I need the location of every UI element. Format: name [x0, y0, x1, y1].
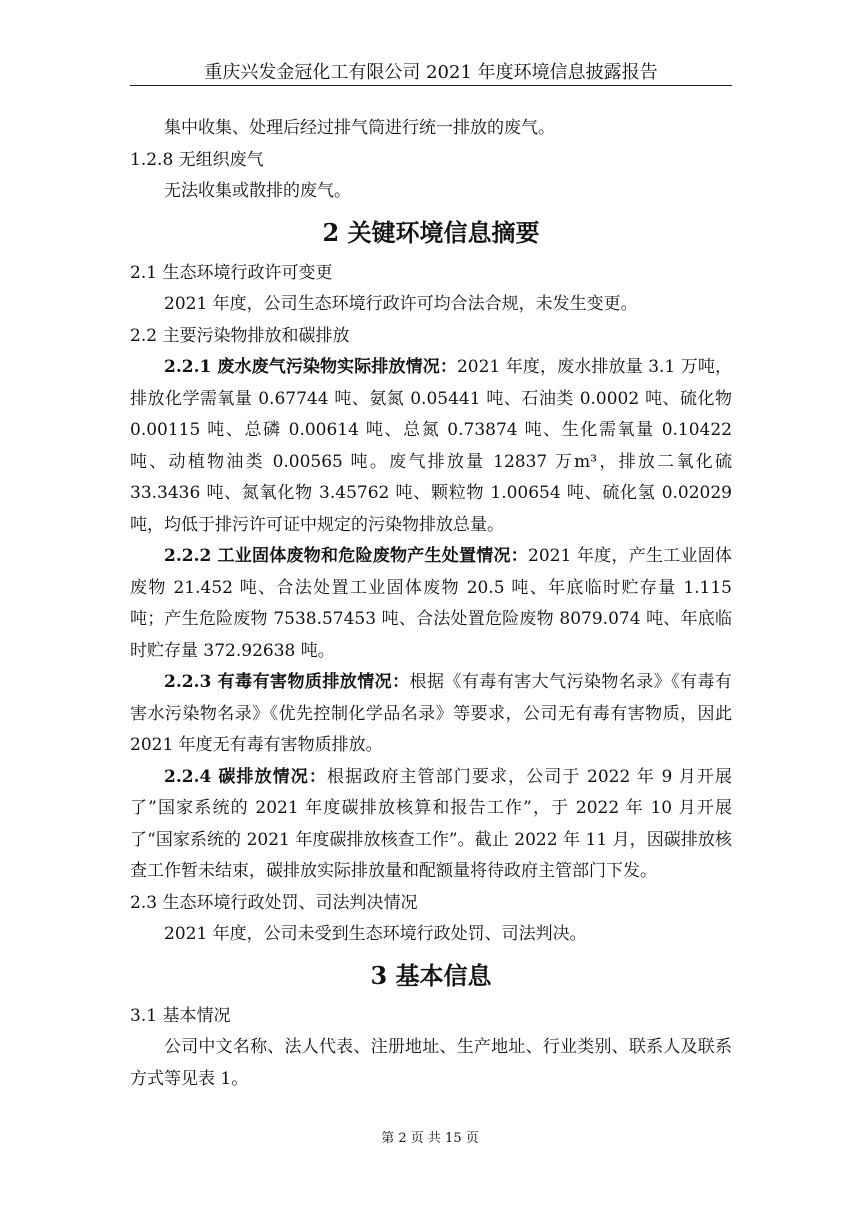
paragraph-3-1: 公司中文名称、法人代表、注册地址、生产地址、行业类别、联系人及联系方式等见表 1。	[130, 1037, 732, 1089]
paragraph-2-2-2-body: 2021 年度，产生工业固体废物 21.452 吨、合法处置工业固体废物 20.5 吨、年底临时贮存量 1.115 吨；产生危险废物 7538.57453 吨、合法处置危险废物 8079.074 吨、年底临时贮存量 372.92638 吨。	[130, 546, 732, 661]
paragraph-2-2-2	[130, 541, 732, 667]
paragraph-2-2-1-lead: 2.2.1 废水废气污染物实际排放情况：	[164, 357, 457, 377]
paragraph-2-2-4	[130, 762, 732, 888]
section-2-title: 2 关键环境信息摘要	[322, 217, 540, 247]
paragraph-fugitive-emission: 无法收集或散排的废气。	[164, 181, 351, 201]
page-number: 第 2 页 共 15 页	[381, 1131, 479, 1146]
paragraph-2-2-3-body: 根据《有毒有害大气污染物名录》《有毒有害水污染物名录》《优先控制化学品名录》等要求，公司无有毒有害物质，因此 2021 年度无有毒有害物质排放。	[130, 672, 732, 755]
heading-2-3: 2.3 生态环境行政处罚、司法判决情况	[130, 892, 418, 913]
paragraph-2-3: 2021 年度，公司未受到生态环境行政处罚、司法判决。	[164, 924, 587, 944]
heading-3-1: 3.1 基本情况	[130, 1005, 231, 1026]
section-3-title: 3 基本信息	[370, 960, 492, 990]
paragraph-2-2-3-lead: 2.2.3 有毒有害物质排放情况：	[164, 672, 410, 692]
paragraph-2-2-3	[130, 667, 732, 762]
header-rule	[130, 85, 732, 86]
heading-2-2: 2.2 主要污染物排放和碳排放	[130, 325, 350, 346]
page-header-title: 重庆兴发金冠化工有限公司 2021 年度环境信息披露报告	[204, 62, 658, 83]
paragraph-2-2-4-body: 根据政府主管部门要求，公司于 2022 年 9 月开展了”国家系统的 2021 年度碳排放核算和报告工作”，于 2022 年 10 月开展了“国家系统的 2021 年度碳排放核查工作”。截止 2022 年 11 月，因碳排放核查工作暂未结束，碳排放实际排放量和配额量将待政府主管部门下发。	[130, 766, 732, 881]
paragraph-2-2-1-body: 2021 年度，废水排放量 3.1 万吨，排放化学需氧量 0.67744 吨、氨氮 0.05441 吨、石油类 0.0002 吨、硫化物 0.00115 吨、总磷 0.00614 吨、总氮 0.73874 吨、生化需氧量 0.10422 吨、动植物油类 0.00565 吨。废气排放量 12837 万m³，排放二氧化硫 33.3436 吨、氮氧化物 3.45762 吨、颗粒物 1.00654 吨、硫化氢 0.02029 吨，均低于排污许可证中规定的污染物排放总量。	[130, 357, 732, 535]
heading-1-2-8: 1.2.8 无组织废气	[130, 149, 264, 170]
paragraph-2-2-2-lead: 2.2.2 工业固体废物和危险废物产生处置情况：	[164, 546, 529, 566]
paragraph-organized-emission: 集中收集、处理后经过排气筒进行统一排放的废气。	[164, 118, 555, 138]
heading-2-1: 2.1 生态环境行政许可变更	[130, 262, 333, 283]
paragraph-2-1: 2021 年度，公司生态环境行政许可均合法合规，未发生变更。	[164, 294, 638, 314]
paragraph-2-2-1	[130, 352, 732, 541]
paragraph-2-2-4-lead: 2.2.4 碳排放情况：	[164, 766, 328, 787]
document-body	[130, 113, 732, 1095]
